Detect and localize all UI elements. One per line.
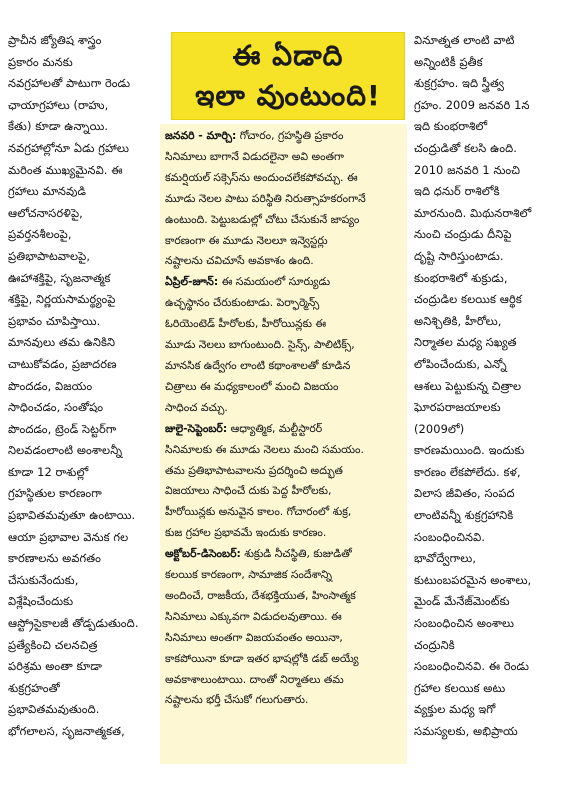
- text-line: ఇది కుంభరాశిలో: [414, 119, 488, 134]
- text-line: చంద్రునికి: [414, 637, 455, 652]
- section-text: మూడు నెలలు బాగుంటుంది. సైన్స్, పాలిటిక్స్,: [165, 338, 355, 352]
- section-heading: జనవరి - మార్చి:: [165, 129, 237, 142]
- section-text: ఆధ్యాత్మిక, మల్టీస్టారర్: [227, 421, 323, 435]
- text-line: నవగ్రహాల్లోనూ ఏడు గ్రహాలు: [8, 140, 129, 155]
- section-text: చిత్రాలు ఈ మధ్యకాలంలో మంచి విజయం: [165, 379, 339, 393]
- section-text: సినిమాలు ఎక్కువగా విడుదలవుతాయి. ఈ: [165, 609, 342, 623]
- title-banner: [171, 32, 405, 120]
- text-line: [165, 586, 407, 607]
- text-line: సంబంధించినవి. ఈ రెండు: [414, 659, 530, 674]
- text-line: అనిశ్చితికి, హీరోలు,: [414, 313, 502, 328]
- text-line: వినూత్నత లాంటి వాటి: [414, 33, 515, 47]
- text-line: [165, 607, 407, 628]
- text-line: శుక్రగ్రహం. ఇది స్త్రీత్వ: [414, 76, 505, 91]
- text-line: కారణం లేకపోలేదు. కళ,: [414, 464, 521, 479]
- section-text: నష్టాలను చవిచూసే అవకాశం ఉంది.: [165, 254, 314, 268]
- text-line: కారణాలను అవగతం: [8, 551, 102, 566]
- text-line: ప్రభావితమవుతుంది.: [8, 702, 100, 717]
- title-line-2: ఇలా వుంటుంది!: [195, 79, 381, 112]
- section-text: ఈ సమయంలో సూర్యుడు: [218, 275, 331, 289]
- text-line: అన్నింటికీ ప్రతీక: [414, 54, 483, 69]
- text-line: [165, 481, 407, 502]
- text-line: పొందడం, ట్రెండ్ సెట్టర్‌గా: [8, 421, 117, 436]
- section-text: కారణంగా ఈ మూడు నెలలూ ఇన్వెస్టర్లు: [165, 233, 328, 247]
- text-line: [165, 272, 407, 293]
- text-line: [165, 335, 407, 356]
- title-line-1: ఈ ఏడాది: [232, 39, 344, 72]
- text-line: ఇది ధనుర్ రాశిలోకి: [414, 184, 500, 199]
- text-line: [165, 440, 407, 461]
- text-line: దృష్టి సారిస్తుంటాడు.: [414, 248, 504, 263]
- text-line: మానవులు తమ ఉనికిని: [8, 335, 116, 350]
- section-heading: ఏప్రిల్-జూన్:: [165, 275, 219, 289]
- text-line: [165, 690, 407, 711]
- section-heading: జులై-సెప్టెంబర్:: [165, 421, 228, 435]
- text-line: [165, 210, 407, 231]
- text-line: నుంచి చంద్రుడు దీనిపై: [414, 227, 512, 242]
- section-text: ఓరియెంటెడ్ హీరోలకు, హీరోయిన్లకు ఈ: [165, 317, 327, 331]
- text-line: మైండ్ మేనేజ్‌మెంట్‌కు: [414, 594, 510, 609]
- text-line: వ్యక్తుల మధ్య ఇగో: [414, 702, 496, 717]
- text-line: 2010 జనవరి 1 నుంచి: [414, 162, 521, 177]
- text-line: చాటుకోవడం, ప్రజాదరణ: [8, 356, 117, 371]
- section-text: గోచారం, గ్రహస్థితి ప్రకారం: [236, 129, 344, 142]
- text-line: [165, 398, 407, 419]
- section-text: సినిమాలు అంతగా విజయవంతం అయినా,: [165, 630, 343, 644]
- section-text: సాధించ వచ్చు.: [165, 400, 228, 414]
- section-text: సినిమాలు బాగానే విడుదలైనా అవి అంతగా: [165, 149, 344, 163]
- text-line: భోగలాలస, సృజనాత్మకత,: [8, 724, 125, 738]
- text-line: లాంటివన్నీ శుక్రగ్రహానికి: [414, 508, 514, 523]
- section-text: మూడు నెలల పాటు పరిస్థితి నిరుత్సాహకరంగానే: [165, 191, 366, 205]
- text-line: [165, 544, 407, 565]
- text-line: లోపించేందుకు, ఎన్నో: [414, 356, 507, 371]
- text-line: గ్రహాల కలయిక అటు: [414, 680, 506, 695]
- text-line: విశ్లేషించేందుకు: [8, 594, 74, 609]
- text-line: [165, 670, 407, 691]
- text-line: చేసుకునేందుకు,: [8, 572, 79, 587]
- text-line: ఆస్ట్రోసైకాలజీ తోడ్పడుతుంది.: [8, 616, 139, 631]
- section-text: నష్టాలను భర్తీ చేసుకో గలుగుతారు.: [165, 693, 309, 707]
- text-line: [165, 126, 407, 147]
- text-line: ఛాయాగ్రహాలు (రాహు,: [8, 97, 109, 112]
- text-line: నవగ్రహాలతో పాటుగా రెండు: [8, 76, 131, 91]
- section-text: అందించే, రాజకీయ, దేశభక్తియుత, హింసాత్మక: [165, 588, 356, 602]
- section-text: మానసిక ఉద్వేగం లాంటి కథాంశాలతో కూడిన: [165, 358, 351, 372]
- text-line: ప్రాచీన జ్యోతిష శాస్త్రం: [8, 33, 102, 47]
- section-text: అవకాశాలుంటాయి. దాంతో నిర్మాతలు తమ: [165, 672, 344, 686]
- text-line: నిలవడంలాంటి అంశాలన్నీ: [8, 443, 123, 458]
- section-text: కమర్షియల్ సక్సెస్‌ను అందుంచలేకపోవచ్చు. ఈ: [165, 170, 358, 184]
- text-line: ప్రభావం చూపిస్తాయి.: [8, 313, 101, 328]
- text-line: ప్రత్యేకించి చలనచిత్ర: [8, 637, 98, 652]
- text-line: పొందడం, విజయం: [8, 378, 93, 393]
- text-line: ఆలోచనాసరళిపై,: [8, 205, 83, 220]
- text-line: [165, 565, 407, 586]
- text-line: సంబంధించినవి.: [414, 529, 486, 544]
- text-line: సంబంధించిన అంశాలు: [414, 616, 515, 631]
- text-line: కారణమయింది. ఇందుకు: [414, 443, 525, 458]
- text-line: మరింత ముఖ్యమైనవి. ఈ: [8, 162, 123, 177]
- text-line: [165, 314, 407, 335]
- text-line: సాధించడం, సంతోషం: [8, 400, 104, 415]
- text-line: [165, 189, 407, 210]
- text-line: చంద్రుడితో కలసి ఉంది.: [414, 140, 517, 155]
- text-line: [165, 419, 407, 440]
- section-text: హీరోయిన్లకు అనువైన కాలం. గోచారంలో శుక్ర,: [165, 505, 352, 519]
- section-text: ఉంటుంది. పెట్టుబడుల్లో చోటు చేసుకునే జాప్యం: [165, 212, 360, 226]
- section-text: కలయిక కారణంగా, సామాజిక సందేశాన్ని: [165, 568, 332, 582]
- text-line: [165, 649, 407, 670]
- text-line: ప్రవర్తనశీలంపై,: [8, 227, 72, 242]
- text-line: శుక్రగ్రహంతో: [8, 680, 60, 695]
- text-line: పరిశ్రమ అంతా కూడా: [8, 659, 102, 674]
- section-text: సినిమాలకు ఈ మూడు నెలలు మంచి సమయం.: [165, 442, 364, 456]
- text-line: ఊహాశక్తిపై, సృజనాత్మక: [8, 270, 111, 285]
- text-line: కేతు) కూడా ఉన్నాయి.: [8, 119, 109, 134]
- text-line: గ్రహాలు మానవుడి: [8, 184, 86, 199]
- section-text: కాకపోయినా కూడా ఇతర భాషల్లోకి డబ్ అయ్యే: [165, 651, 359, 665]
- section-text: తమ ప్రతిభాపాటవాలను ప్రదర్శించి అద్భుత: [165, 463, 343, 477]
- text-line: [165, 168, 407, 189]
- text-line: కుటుంబపరమైన అంశాలు,: [414, 572, 532, 587]
- section-heading: అక్టోబర్-డిసెంబర్:: [165, 547, 241, 561]
- text-line: [165, 502, 407, 523]
- section-text: శుక్రుడి నీచస్థితి, కుజుడితో: [240, 547, 352, 561]
- text-line: ప్రభావితమవుతూ ఉంటాయి.: [8, 508, 136, 523]
- text-line: గ్రహం. 2009 జనవరి 1న: [414, 97, 530, 112]
- text-line: చంద్రుడిల కలయిక ఆర్థిక: [414, 292, 522, 307]
- text-line: ఘోరపరాజయాలకు: [414, 400, 501, 415]
- text-line: (2009లో): [414, 421, 465, 436]
- section-text: ఉచ్ఛస్థానం చేరుకుంటాడు. పెర్ఫార్మెన్స్: [165, 296, 320, 310]
- text-line: కూడా 12 రాశుల్లో: [8, 464, 89, 479]
- text-line: [165, 147, 407, 168]
- text-line: [165, 293, 407, 314]
- text-line: [165, 461, 407, 482]
- text-line: ప్రకారం మనకు: [8, 54, 73, 69]
- text-line: [165, 251, 407, 272]
- text-line: గ్రహస్థితుల కారణంగా: [8, 486, 102, 501]
- text-line: కుంభరాశిలో శుక్రుడు,: [414, 270, 508, 285]
- text-line: సమస్యలకు, అభిప్రాయ: [414, 724, 518, 738]
- text-line: భావోద్వేగాలు,: [414, 551, 477, 566]
- text-line: [165, 523, 407, 544]
- text-line: [165, 231, 407, 252]
- middle-text-column: [165, 126, 407, 762]
- text-line: నిర్మాతల మధ్య సఖ్యత: [414, 335, 517, 350]
- text-line: ప్రతిభాపాటవాలపై,: [8, 248, 91, 263]
- text-line: విలాస జీవితం, సంపద: [414, 486, 515, 501]
- text-line: [165, 377, 407, 398]
- text-line: మారనుంది. మిథునరాశిలో: [414, 205, 532, 220]
- text-line: [165, 628, 407, 649]
- text-line: ఆయా ప్రభావాల వెనుక గల: [8, 529, 129, 544]
- section-text: విజయాలు సాధించే దుకు పెద్ద హీరోలకు,: [165, 484, 332, 498]
- text-line: [165, 356, 407, 377]
- right-text-column: [414, 30, 564, 790]
- section-text: కుజ గ్రహాల ప్రభావమే ఇందుకు కారణం.: [165, 526, 327, 540]
- text-line: శక్తిపై, నిర్ణయసామర్థ్యంపై: [8, 292, 116, 307]
- text-line: ఆశలు పెట్టుకున్న చిత్రాల: [414, 378, 522, 393]
- left-text-column: [8, 30, 156, 790]
